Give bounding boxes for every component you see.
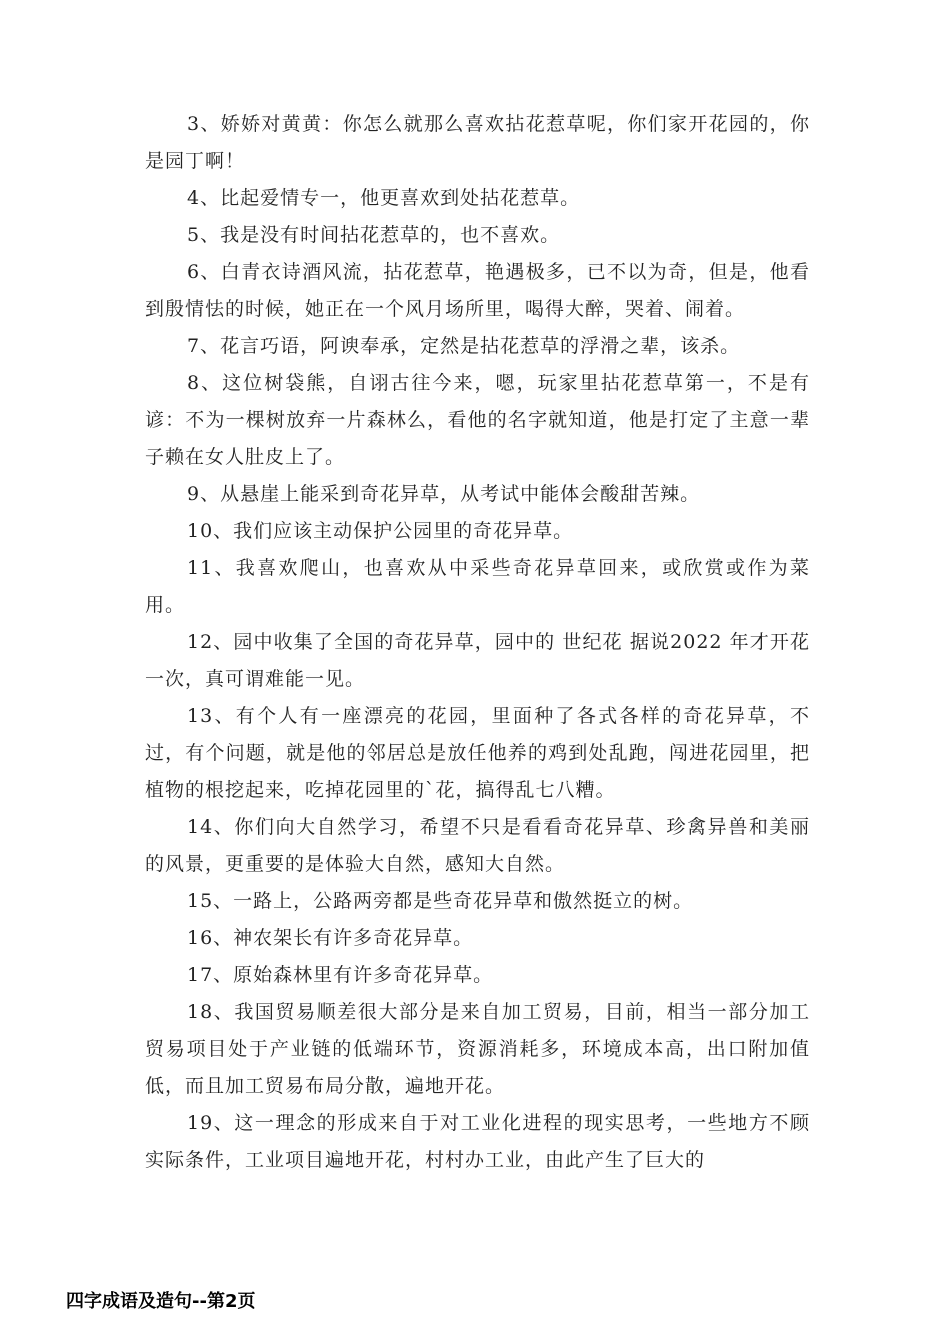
paragraph-5: 5、我是没有时间拈花惹草的，也不喜欢。 <box>187 224 561 246</box>
paragraph-4: 4、比起爱情专一，他更喜欢到处拈花惹草。 <box>187 187 581 209</box>
paragraph-13: 13、有个人有一座漂亮的花园，里面种了各式各样的奇花异草，不过，有个问题，就是他的邻居总是放任他养的鸡到处乱跑，闯进花园里，把植物的根挖起来，吃掉花园里的`花，搞得乱七八糟。 <box>145 705 810 801</box>
paragraph-19: 19、这一理念的形成来自于对工业化进程的现实思考，一些地方不顾实际条件，工业项目遍地开花，村村办工业，由此产生了巨大的 <box>145 1112 810 1171</box>
paragraph-9: 9、从悬崖上能采到奇花异草，从考试中能体会酸甜苦辣。 <box>187 483 701 505</box>
paragraph-12: 12、园中收集了全国的奇花异草，园中的 世纪花 据说2022 年才开花一次，真可谓难能一见。 <box>145 631 810 690</box>
paragraph-7: 7、花言巧语，阿谀奉承，定然是拈花惹草的浮滑之辈，该杀。 <box>187 335 741 357</box>
paragraph-11: 11、我喜欢爬山，也喜欢从中采些奇花异草回来，或欣赏或作为菜用。 <box>145 557 810 616</box>
paragraph-18: 18、我国贸易顺差很大部分是来自加工贸易，目前，相当一部分加工贸易项目处于产业链的低端环节，资源消耗多，环境成本高，出口附加值低，而且加工贸易布局分散，遍地开花。 <box>145 1001 810 1097</box>
paragraph-16: 16、神农架长有许多奇花异草。 <box>187 927 474 949</box>
document-body <box>145 106 810 1179</box>
paragraph-10: 10、我们应该主动保护公园里的奇花异草。 <box>187 520 574 542</box>
paragraph-3: 3、娇娇对黄黄：你怎么就那么喜欢拈花惹草呢，你们家开花园的，你是园丁啊！ <box>145 113 810 172</box>
paragraph-14: 14、你们向大自然学习，希望不只是看看奇花异草、珍禽异兽和美丽的风景，更重要的是体验大自然，感知大自然。 <box>145 816 810 875</box>
paragraph-6: 6、白青衣诗酒风流，拈花惹草，艳遇极多，已不以为奇，但是，他看到殷情怯的时候，她正在一个风月场所里，喝得大醉，哭着、闹着。 <box>145 261 810 320</box>
paragraph-17: 17、原始森林里有许多奇花异草。 <box>187 964 494 986</box>
page-footer: 四字成语及造句--第2页 <box>66 1291 256 1312</box>
paragraph-8: 8、这位树袋熊，自诩古往今来，嗯，玩家里拈花惹草第一，不是有谚：不为一棵树放弃一片森林么，看他的名字就知道，他是打定了主意一辈子赖在女人肚皮上了。 <box>145 372 810 468</box>
paragraph-15: 15、一路上，公路两旁都是些奇花异草和傲然挺立的树。 <box>187 890 694 912</box>
